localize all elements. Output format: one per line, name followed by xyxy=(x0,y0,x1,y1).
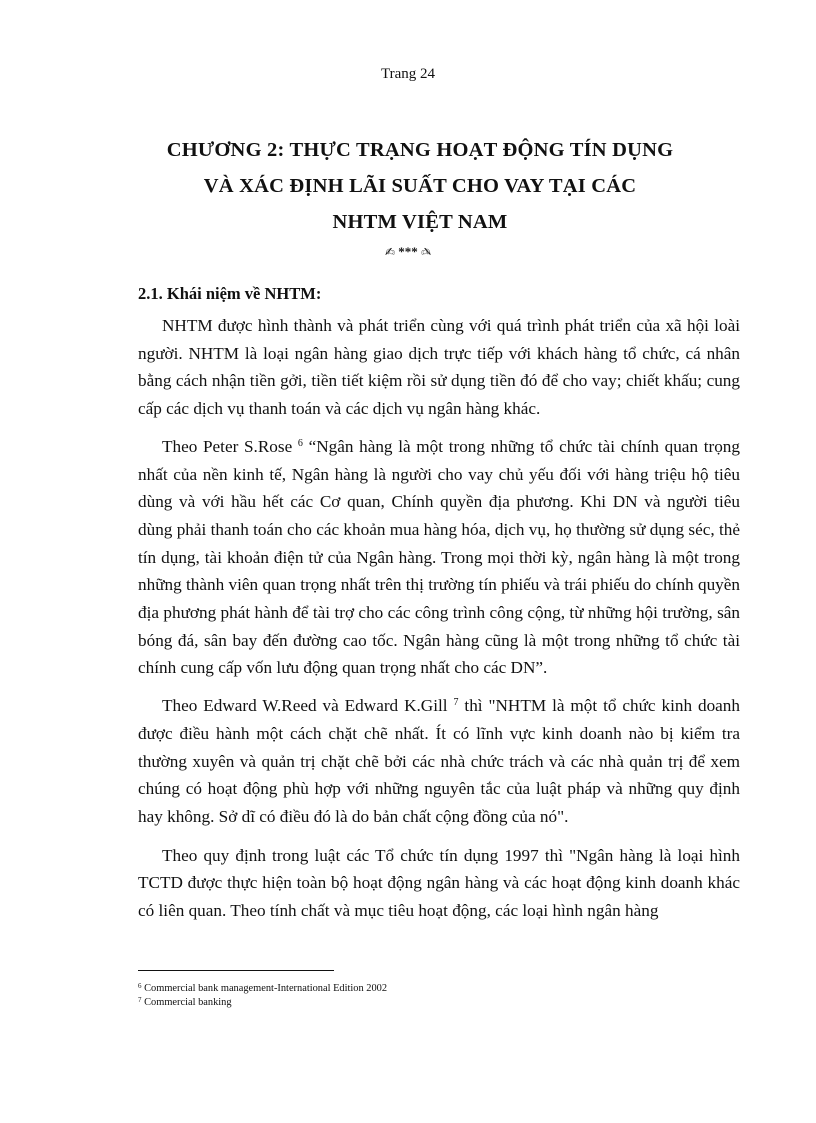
title-ornament xyxy=(0,244,816,260)
paragraph-body: “Ngân hàng là một trong những tổ chức tài chính quan trọng nhất của nền kinh tế, Ngân hàng là người cho vay chủ yếu đối với hàng triệu hộ tiêu dùng và với hầu hết các Cơ quan, Chính quyền địa phương. Khi DN và người tiêu dùng phải thanh toán cho các khoản mua hàng hóa, dịch vụ, họ thường sử dụng séc, thẻ tín dụng, tài khoản điện tử của Ngân hàng. Trong mọi thời kỳ, ngân hàng là một trong những thành viên quan trọng nhất trên thị trường tín phiếu và trái phiếu do chính quyền địa phương phát hành để tài trợ cho các công trình công cộng, từ những hội trường, sân bóng đá, sân bay đến đường cao tốc. Ngân hàng cũng là một trong những tổ chức tài chính cung cấp vốn lưu động quan trọng nhất cho các DN”. xyxy=(138,436,740,678)
footnote-divider xyxy=(138,970,334,971)
footnote-ref: 7 xyxy=(453,697,459,709)
writing-hand-icon: ✍ xyxy=(421,245,432,259)
body-text xyxy=(138,312,740,936)
paragraph-lead: Theo Edward W.Reed và Edward K.Gill xyxy=(162,696,448,716)
footnote-number: 7 xyxy=(138,996,142,1004)
footnote xyxy=(138,996,387,1010)
paragraph xyxy=(138,692,740,831)
paragraph: Theo quy định trong luật các Tổ chức tín dụng 1997 thì "Ngân hàng là loại hình TCTD được thực hiện toàn bộ hoạt động ngân hàng và các hoạt động kinh doanh khác có liên quan. Theo tính chất và mục tiêu hoạt động, các loại hình ngân hàng xyxy=(138,845,740,921)
chapter-title-line: NHTM VIỆT NAM xyxy=(332,211,508,233)
ornament-stars: *** xyxy=(398,244,418,259)
chapter-title xyxy=(120,132,720,240)
footnote-number: 6 xyxy=(138,982,142,990)
chapter-title-line: VÀ XÁC ĐỊNH LÃI SUẤT CHO VAY TẠI CÁC xyxy=(203,175,637,197)
page-header: Trang 24 xyxy=(380,66,436,82)
paragraph-body: thì "NHTM là một tổ chức kinh doanh được điều hành một cách chặt chẽ nhất. Ít có lĩnh vực kinh doanh nào bị kiểm tra thường xuyên và quản trị chặt chẽ bởi các nhà chức trách và các nhà quản trị để xem chúng có hoạt động phù hợp với những nguyên tắc của luật pháp và những quy định hay không. Sở dĩ có điều đó là do bản chất cộng đồng của nó". xyxy=(138,696,740,826)
writing-hand-icon: ✍ xyxy=(384,245,395,259)
footnote-text: Commercial bank management-International Edition 2002 xyxy=(144,983,388,994)
paragraph xyxy=(138,433,740,682)
footnote-ref: 6 xyxy=(297,437,303,449)
footnote-text: Commercial banking xyxy=(144,997,232,1008)
chapter-title-line: CHƯƠNG 2: THỰC TRẠNG HOẠT ĐỘNG TÍN DỤNG xyxy=(166,139,674,161)
footnote xyxy=(138,982,387,996)
paragraph: NHTM được hình thành và phát triển cùng với quá trình phát triển của xã hội loài người. NHTM là loại ngân hàng giao dịch trực tiếp với khách hàng tổ chức, cá nhân bằng cách nhận tiền gởi, tiền tiết kiệm rồi sử dụng tiền đó để cho vay; chiết khấu; cung cấp các dịch vụ thanh toán và các dịch vụ ngân hàng khác. xyxy=(138,316,740,419)
section-heading: 2.1. Khái niệm về NHTM: xyxy=(138,284,322,303)
footnotes xyxy=(138,982,387,1010)
paragraph-lead: Theo Peter S.Rose xyxy=(162,436,293,456)
